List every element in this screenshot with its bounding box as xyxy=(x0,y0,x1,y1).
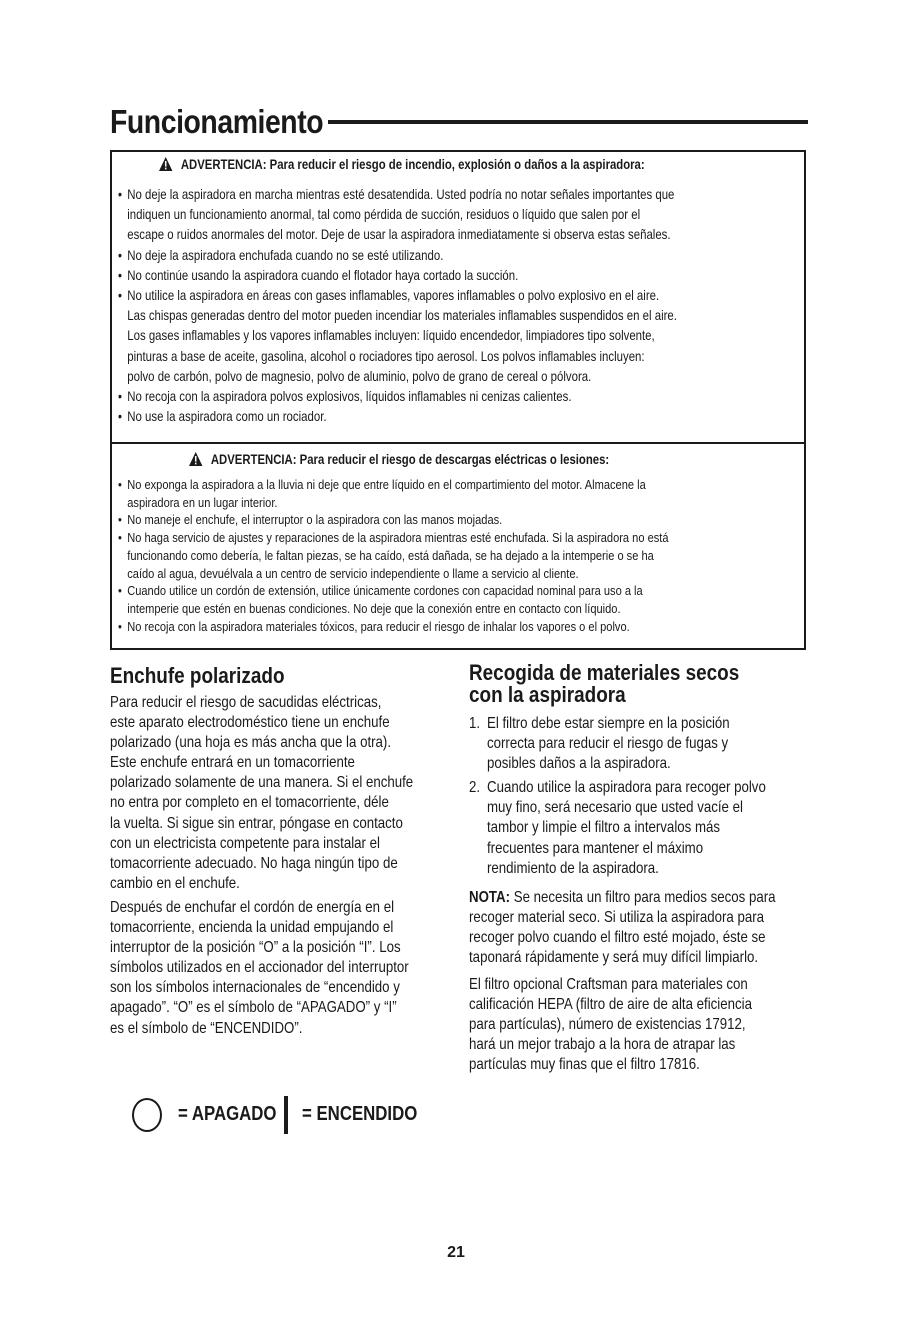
text-line: Cuando utilice la aspiradora para recoger polvo xyxy=(487,779,766,797)
text-line: este aparato electrodoméstico tiene un enchufe xyxy=(110,714,390,732)
warning-item xyxy=(118,529,669,582)
note-text: Se necesita un filtro para medios secos para xyxy=(510,889,776,906)
warning-heading xyxy=(189,452,609,467)
text-line: Para reducir el riesgo de sacudidas eléctricas, xyxy=(110,694,382,711)
text-line: son los símbolos internacionales de “encendido y xyxy=(110,979,400,997)
step-number: 2. xyxy=(469,779,481,797)
warning-item-line: caído al agua, devuélvala a un centro de servicio independiente o llame a servicio al cliente. xyxy=(127,565,579,581)
off-symbol-icon xyxy=(132,1098,162,1132)
text-line: no entra por completo en el tomacorriente, déle xyxy=(110,794,389,812)
heading-line: Recogida de materiales secos xyxy=(469,660,740,685)
section-heading: Enchufe polarizado xyxy=(110,663,285,688)
text-line: polarizado solamente de una manera. Si el enchufe xyxy=(110,774,414,792)
text-line: apagado”. “O” es el símbolo de “APAGADO” y “I” xyxy=(110,999,397,1017)
warning-item xyxy=(118,286,677,387)
warning-item xyxy=(118,582,669,617)
step-number: 1. xyxy=(469,715,481,732)
text-line: calificación HEPA (filtro de aire de alta eficiencia xyxy=(469,996,752,1014)
warning-item-line: • No deje la aspiradora en marcha mientras esté desatendida. Usted podría no notar señales importantes que xyxy=(127,187,675,202)
note-paragraph xyxy=(469,888,834,968)
warning-item-line: indiquen un funcionamiento anormal, tal como pérdida de succión, residuos o líquido que salen por el xyxy=(127,207,641,223)
warning-item-line: • No use la aspiradora como un rociador. xyxy=(127,409,327,425)
on-label: = ENCENDIDO xyxy=(302,1103,418,1125)
text-line: taponará rápidamente y será muy difícil limpiarlo. xyxy=(469,949,759,967)
off-label: = APAGADO xyxy=(178,1103,277,1125)
text-line: la vuelta. Si sigue sin entrar, póngase en contacto xyxy=(110,814,403,832)
warning-item-line: funcionando como debería, le faltan piezas, se ha caído, está dañada, se ha dejado a la intemperie o se ha xyxy=(127,547,654,563)
warning-item xyxy=(118,476,669,511)
text-line xyxy=(469,888,776,908)
step-item xyxy=(469,714,819,774)
warning-item-line: Los gases inflamables y los vapores inflamables incluyen: líquido encendedor, limpiadores tipo solvente, xyxy=(127,328,655,344)
text-line: tomacorriente, encienda la unidad empujando el xyxy=(110,919,394,937)
text-line: correcta para reducir el riesgo de fugas y xyxy=(487,735,729,753)
text-line: recoger polvo cuando el filtro esté mojado, éste se xyxy=(469,929,766,947)
warning-triangle-icon xyxy=(159,157,172,171)
dry-pickup-section xyxy=(469,660,809,1074)
warning-item-line: • No recoja con la aspiradora materiales tóxicos, para reducir el riesgo de inhalar los vapores o el polvo. xyxy=(127,618,630,634)
text-line: frecuentes para mantener el máximo xyxy=(487,839,704,857)
text-line: cambio en el enchufe. xyxy=(110,874,240,892)
warning-item xyxy=(118,387,677,407)
text-line: El filtro opcional Craftsman para materiales con xyxy=(469,976,748,993)
step-text xyxy=(487,714,819,774)
warning-item-line: • No maneje el enchufe, el interruptor o la aspiradora con las manos mojadas. xyxy=(127,512,503,528)
warning-triangle-icon xyxy=(189,452,202,466)
text-line: tomacorriente adecuado. No haga ningún tipo de xyxy=(110,854,398,872)
text-line: símbolos utilizados en el accionador del interruptor xyxy=(110,959,409,977)
warning-item xyxy=(118,246,677,266)
text-line: con un electricista competente para instalar el xyxy=(110,834,380,852)
text-line: polarizado (una hoja es más ancha que la otra). xyxy=(110,734,392,752)
paragraph xyxy=(110,898,466,1039)
warning-list xyxy=(118,185,783,427)
note-label: NOTA: xyxy=(469,889,511,906)
warning-item-line: intemperie que estén en buenas condiciones. No deje que la conexión entre en contacto con líquido. xyxy=(127,600,621,616)
warning-item-line: • No recoja con la aspiradora polvos explosivos, líquidos inflamables ni cenizas calientes. xyxy=(127,389,572,405)
warning-item xyxy=(118,266,677,286)
warning-item-line: escape o ruidos anormales del motor. Deje de usar la aspiradora inmediatamente si observa estas señales. xyxy=(127,227,671,243)
warning-heading-text: ADVERTENCIA: Para reducir el riesgo de descargas eléctricas o lesiones: xyxy=(210,452,610,467)
warning-item xyxy=(118,618,669,636)
title-rule xyxy=(328,120,808,124)
warning-item-line: • No haga servicio de ajustes y reparaciones de la aspiradora mientras esté enchufada. Si la aspiradora no está xyxy=(127,530,669,546)
step-text xyxy=(487,778,819,878)
text-line: posibles daños a la aspiradora. xyxy=(487,755,671,773)
text-line: Este enchufe entrará en un tomacorriente xyxy=(110,754,355,772)
text-line: muy fino, será necesario que usted vacíe el xyxy=(487,799,743,817)
step-item xyxy=(469,778,819,878)
warning-item-line: aspiradora en un lugar interior. xyxy=(127,494,278,510)
warning-item-line: • Cuando utilice un cordón de extensión, utilice únicamente cordones con capacidad nominal para uso a la xyxy=(127,583,643,599)
text-line: hará un mejor trabajo a la hora de atrapar las xyxy=(469,1036,736,1054)
warning-heading-text: ADVERTENCIA: Para reducir el riesgo de incendio, explosión o daños a la aspiradora: xyxy=(180,157,645,172)
page-header xyxy=(110,102,808,146)
electric-warning-box xyxy=(110,442,806,650)
warning-heading xyxy=(159,157,645,172)
on-symbol-icon xyxy=(284,1096,288,1134)
warning-item xyxy=(118,407,677,427)
section-heading xyxy=(469,662,761,706)
warning-item-line: • No deje la aspiradora enchufada cuando no se esté utilizando. xyxy=(127,247,444,263)
heading-line: con la aspiradora xyxy=(469,682,626,707)
paragraph xyxy=(469,975,806,1075)
text-line: tambor y limpie el filtro a intervalos más xyxy=(487,819,721,837)
polarized-plug-section xyxy=(110,663,445,1037)
text-line: recoger material seco. Si utiliza la aspiradora para xyxy=(469,909,765,927)
text-line: El filtro debe estar siempre en la posición xyxy=(487,715,730,732)
text-line: rendimiento de la aspiradora. xyxy=(487,859,659,877)
warning-item-line: pinturas a base de aceite, gasolina, alcohol o rociadores tipo aerosol. Los polvos inflamables incluyen: xyxy=(127,348,645,364)
page-title: Funcionamiento xyxy=(110,103,324,140)
text-line: partículas muy finas que el filtro 17816. xyxy=(469,1056,700,1074)
text-line: es el símbolo de “ENCENDIDO”. xyxy=(110,1019,303,1037)
paragraph xyxy=(110,693,471,894)
warning-item-line: Las chispas generadas dentro del motor pueden incendiar los materiales inflamables suspendidos en el aire. xyxy=(127,308,677,324)
text-line: interruptor de la posición “O” a la posición “I”. Los xyxy=(110,939,401,957)
warning-item-line: • No utilice la aspiradora en áreas con gases inflamables, vapores inflamables o polvo explosivo en el aire. xyxy=(127,288,660,304)
warning-item-line: • No continúe usando la aspiradora cuando el flotador haya cortado la succión. xyxy=(127,267,519,283)
warning-item xyxy=(118,511,669,529)
fire-warning-box xyxy=(110,150,806,444)
page-number: 21 xyxy=(447,1244,465,1261)
warning-item-line: polvo de carbón, polvo de magnesio, polvo de aluminio, polvo de grano de cereal o pólvora. xyxy=(127,368,592,384)
text-line: Después de enchufar el cordón de energía en el xyxy=(110,899,395,916)
text-line: para partículas), número de existencias 17912, xyxy=(469,1016,746,1034)
warning-list xyxy=(118,476,773,635)
steps-list xyxy=(469,714,819,879)
warning-item-line: • No exponga la aspiradora a la lluvia ni deje que entre líquido en el compartimiento del motor. Almacene la xyxy=(127,477,646,492)
switch-symbols xyxy=(132,1096,432,1134)
warning-item xyxy=(118,185,677,246)
